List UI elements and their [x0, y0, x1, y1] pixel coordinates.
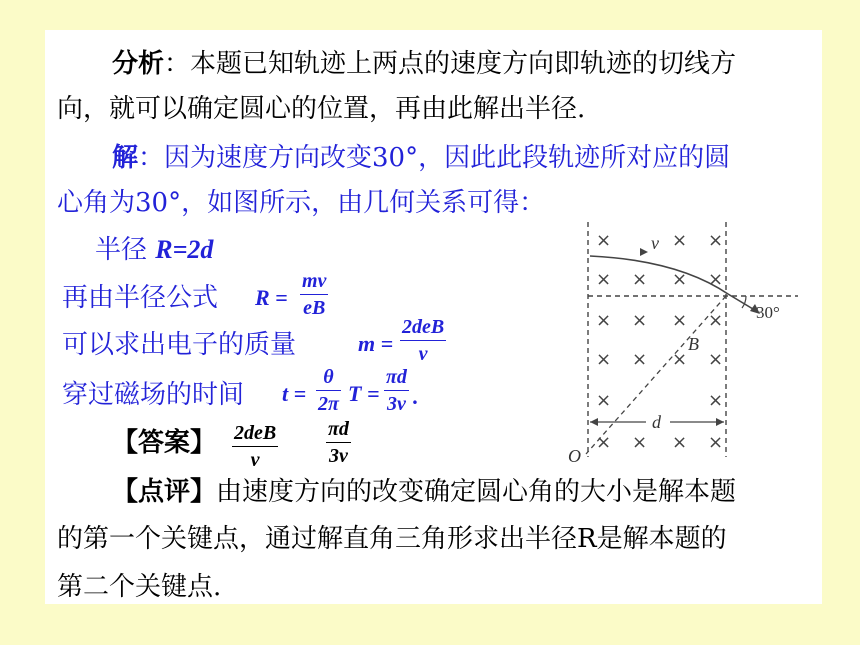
field-cross-icon: ×	[596, 310, 612, 331]
label-d: d	[652, 412, 661, 432]
field-cross-icon: ×	[596, 230, 612, 251]
field-cross-icon: ×	[632, 310, 648, 331]
radius-line	[95, 235, 213, 265]
comment-text-1: 由速度方向的改变确定圆心角的大小是解本题	[216, 477, 737, 507]
formula-time-fraction-1	[316, 366, 341, 415]
analysis-label: 分析	[112, 49, 165, 79]
analysis-line-1	[112, 49, 736, 79]
field-cross-icon: ×	[596, 269, 612, 290]
formula-radius-text: 再由半径公式	[62, 283, 219, 313]
formula-time-lhs: t =	[282, 381, 307, 406]
label-v: v	[651, 233, 659, 253]
field-cross-icon: ×	[632, 269, 648, 290]
formula-time-frac1-den: 2π	[318, 393, 339, 415]
fraction-bar	[232, 446, 278, 447]
comment-line-3: 第二个关键点.	[57, 572, 222, 602]
label-B: B	[688, 334, 699, 354]
formula-radius-num: mv	[302, 270, 327, 292]
label-O: O	[568, 446, 581, 466]
radius-value: R=2d	[155, 235, 214, 264]
fraction-bar	[316, 390, 341, 391]
comment-line-2: 的第一个关键点，通过解直角三角形求出半径R是解本题的	[57, 524, 727, 554]
field-cross-icon: ×	[708, 269, 724, 290]
field-cross-icon: ×	[708, 230, 724, 251]
magnetic-field-figure	[568, 222, 808, 472]
answer-frac2-num: πd	[328, 418, 349, 440]
formula-time-end: .	[413, 384, 419, 409]
fraction-bar	[326, 442, 351, 443]
formula-time-fraction-2	[384, 366, 409, 415]
field-cross-icon: ×	[632, 349, 648, 370]
field-cross-icon: ×	[596, 390, 612, 411]
answer-fraction-2	[326, 418, 351, 467]
field-cross-icon: ×	[672, 269, 688, 290]
label-angle: 30°	[756, 303, 780, 322]
analysis-line-2: 向，就可以确定圆心的位置，再由此解出半径.	[57, 94, 586, 124]
solution-label: 解	[112, 143, 139, 173]
arrowhead-icon	[590, 418, 598, 426]
field-cross-icon: ×	[708, 390, 724, 411]
formula-mass-num: 2deB	[402, 316, 445, 338]
formula-mass-fraction	[400, 316, 446, 365]
formula-radius-fraction	[300, 270, 328, 319]
comment-line-1	[112, 477, 736, 507]
answer-label: 【答案】	[112, 428, 217, 458]
answer-frac2-den: 3v	[329, 445, 348, 467]
field-cross-icon: ×	[708, 432, 724, 453]
formula-mass-text: 可以求出电子的质量	[62, 330, 297, 360]
field-cross-icon: ×	[672, 349, 688, 370]
field-cross-icon: ×	[632, 432, 648, 453]
fraction-bar	[384, 390, 409, 391]
arrowhead-icon	[716, 418, 724, 426]
analysis-text-1: ：本题已知轨迹上两点的速度方向即轨迹的切线方	[164, 49, 737, 79]
formula-radius-den: eB	[303, 297, 326, 319]
comment-label: 【点评】	[112, 477, 217, 507]
fraction-bar	[400, 340, 446, 341]
answer-fraction-1	[232, 422, 278, 471]
solution-line-2: 心角为30°，如图所示，由几何关系可得：	[57, 188, 546, 218]
field-cross-icon: ×	[708, 349, 724, 370]
field-cross-icon: ×	[708, 310, 724, 331]
field-cross-icon: ×	[672, 230, 688, 251]
formula-mass-den: v	[418, 343, 428, 365]
solution-text-1: ：因为速度方向改变30°，因此此段轨迹所对应的圆	[138, 143, 731, 173]
field-cross-icon: ×	[672, 310, 688, 331]
field-cross-icon: ×	[596, 349, 612, 370]
formula-time-frac2-num: πd	[386, 366, 407, 388]
fraction-bar	[300, 294, 328, 295]
formula-time-frac1-num: θ	[323, 366, 334, 388]
velocity-arrow-icon	[640, 248, 648, 256]
formula-radius-lhs: R =	[255, 285, 288, 310]
formula-mass-lhs: m =	[358, 331, 394, 356]
radius-text: 半径	[95, 235, 156, 265]
answer-frac1-num: 2deB	[234, 422, 277, 444]
solution-line-1	[112, 143, 730, 173]
formula-time-text: 穿过磁场的时间	[62, 380, 245, 410]
formula-time-frac2-den: 3v	[387, 393, 406, 415]
answer-frac1-den: v	[250, 449, 260, 471]
field-cross-icon: ×	[672, 432, 688, 453]
formula-time-mid: T =	[348, 381, 380, 406]
field-cross-icon: ×	[596, 432, 612, 453]
